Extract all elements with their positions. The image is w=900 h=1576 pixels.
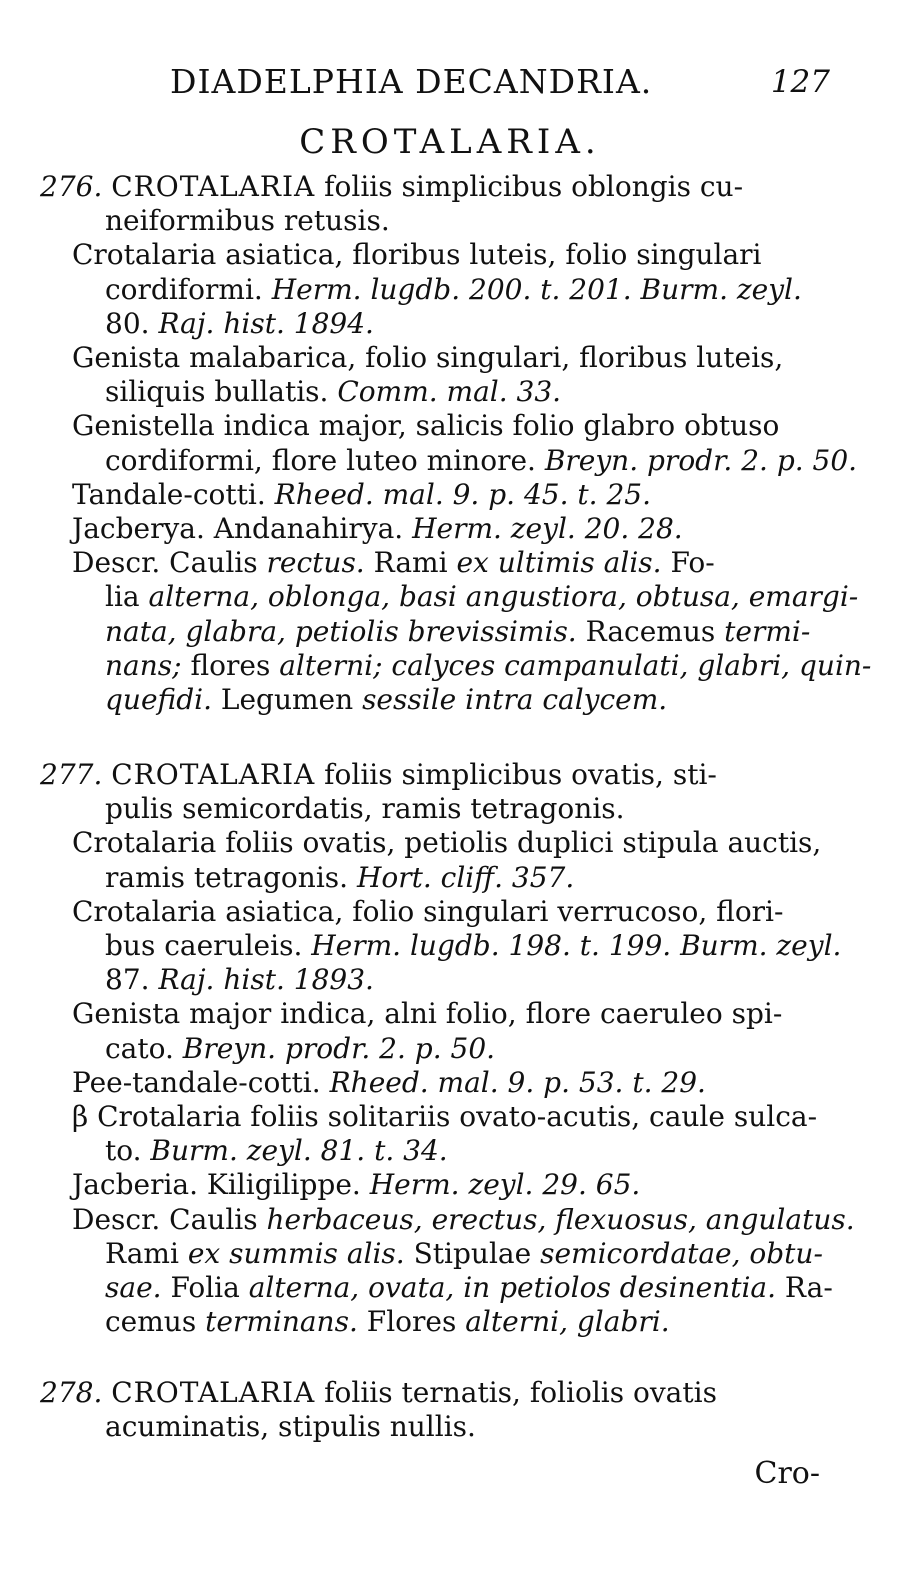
text-line <box>105 1271 833 1305</box>
page-number: 127 <box>770 64 830 100</box>
species-number: 276. <box>40 170 112 203</box>
roman-text: Genista major indica, alni folio, flore caeruleo spi- <box>72 997 783 1031</box>
text-line <box>72 546 715 580</box>
roman-text: Tandale-cotti. <box>72 477 275 511</box>
italic-text: Herm. zeyl. 20. 28. <box>412 512 683 545</box>
roman-text: Pee-tandale-cotti. <box>72 1065 330 1099</box>
diagnosis-text: foliis simplicibus ovatis, sti- <box>315 758 717 791</box>
roman-text: cemus <box>105 1305 206 1339</box>
catchword: Cro- <box>754 1456 820 1491</box>
roman-text: Rami <box>364 546 457 580</box>
roman-text: Crotalaria asiatica, floribus luteis, folio singulari <box>72 238 762 272</box>
text-line <box>72 1168 640 1202</box>
text-line <box>40 170 743 204</box>
text-line <box>105 273 802 307</box>
text-line <box>105 1134 448 1168</box>
italic-text: nans; <box>105 648 182 682</box>
roman-text: Genista malabarica, folio singulari, floribus luteis, <box>72 341 784 374</box>
italic-text: Hort. cliff. 357. <box>356 860 575 894</box>
roman-text: Crotalaria foliis ovatis, petiolis duplici stipula auctis, <box>72 826 822 860</box>
italic-text: Comm. mal. 33. <box>337 375 562 409</box>
roman-text: acuminatis, stipulis nullis. <box>105 1410 476 1444</box>
text-line <box>40 1376 717 1410</box>
roman-text: Folia <box>161 1271 249 1304</box>
roman-text: Racemus <box>576 614 725 648</box>
italic-text: quefidi. <box>105 683 212 716</box>
italic-text: Rheed. mal. 9. p. 45. t. 25. <box>274 477 651 511</box>
roman-text: Fo- <box>661 546 715 580</box>
roman-text: β Crotalaria foliis solitariis ovato-acutis, caule sulca- <box>72 1100 818 1133</box>
roman-text: flores <box>181 648 280 682</box>
text-line <box>105 649 871 683</box>
text-line <box>105 963 374 997</box>
genus-heading: CROTALARIA. <box>299 122 601 162</box>
roman-text: to. <box>105 1134 151 1168</box>
italic-text: sae. <box>105 1271 162 1304</box>
roman-text: Descr. Caulis <box>72 546 267 580</box>
roman-text: cordiformi, flore luteo minore. <box>105 443 545 477</box>
genus-name: CROTALARIA <box>111 758 316 791</box>
italic-text: semicordatae, obtu- <box>540 1236 823 1270</box>
italic-text: ex ultimis alis. <box>456 546 662 580</box>
text-line <box>40 758 717 792</box>
text-line <box>105 929 841 963</box>
text-line <box>72 341 783 375</box>
roman-text: 80. <box>105 306 159 340</box>
italic-text: Herm. zeyl. 29. 65. <box>369 1168 641 1202</box>
running-title: DIADELPHIA DECANDRIA. <box>170 62 653 101</box>
italic-text: termi- <box>724 614 811 648</box>
roman-text: siliquis bullatis. <box>105 375 338 409</box>
roman-text: Legumen <box>211 683 363 716</box>
italic-text: rectus. <box>266 546 365 580</box>
genus-name: CROTALARIA <box>111 170 316 203</box>
text-line <box>105 1237 823 1271</box>
roman-text: Jacberia. Kiligilippe. <box>72 1168 370 1202</box>
roman-text: Descr. Caulis <box>72 1202 267 1236</box>
text-line <box>72 409 779 443</box>
text-line <box>72 1066 706 1100</box>
text-line <box>105 1305 670 1339</box>
italic-text: herbaceus, erectus, flexuosus, angulatus. <box>266 1202 855 1236</box>
italic-text: ex summis alis. <box>187 1236 405 1270</box>
italic-text: Raj. hist. 1893. <box>158 963 374 997</box>
text-line <box>105 1032 495 1066</box>
roman-text: Jacberya. Andanahirya. <box>72 512 413 545</box>
roman-text: 87. <box>105 963 159 997</box>
roman-text: Stipulae <box>404 1236 541 1270</box>
roman-text: cordiformi. <box>105 272 272 306</box>
text-line <box>105 580 858 614</box>
roman-text: Flores <box>357 1305 466 1339</box>
italic-text: terminans. <box>205 1305 358 1339</box>
italic-text: Herm. lugdb. 200. t. 201. Burm. zeyl. <box>271 272 802 306</box>
italic-text: Raj. hist. 1894. <box>158 306 374 340</box>
roman-text: lia <box>105 580 149 614</box>
roman-text: Genistella indica major, salicis folio glabro obtuso <box>72 409 780 443</box>
text-line <box>72 997 782 1031</box>
genus-name: CROTALARIA <box>111 1376 316 1409</box>
species-number: 277. <box>40 758 112 791</box>
roman-text: cato. <box>105 1031 183 1065</box>
italic-text: Burm. zeyl. 81. t. 34. <box>150 1134 448 1168</box>
text-line <box>105 204 390 238</box>
italic-text: Herm. lugdb. 198. t. 199. Burm. zeyl. <box>311 929 842 962</box>
text-line <box>105 792 625 826</box>
roman-text: Rami <box>105 1236 188 1270</box>
species-number: 278. <box>40 1376 112 1409</box>
text-line <box>105 307 374 341</box>
text-line <box>72 1100 817 1134</box>
italic-text: Rheed. mal. 9. p. 53. t. 29. <box>329 1065 706 1099</box>
text-line <box>72 238 762 272</box>
text-line <box>72 895 783 929</box>
text-line <box>72 478 651 512</box>
italic-text: sessile intra calycem. <box>362 683 668 716</box>
text-line <box>105 683 667 717</box>
text-line <box>105 375 561 409</box>
italic-text: alterna, oblonga, basi angustiora, obtusa, emargi- <box>148 580 859 614</box>
roman-text: Ra- <box>776 1271 833 1304</box>
text-line <box>105 1410 476 1444</box>
italic-text: alterna, ovata, in petiolos desinentia. <box>248 1271 777 1304</box>
page-header <box>170 62 830 102</box>
diagnosis-text: foliis simplicibus oblongis cu- <box>315 170 744 203</box>
text-line <box>105 861 574 895</box>
roman-text: bus caeruleis. <box>105 929 312 962</box>
text-line <box>72 512 683 546</box>
text-line <box>72 826 821 860</box>
italic-text: nata, glabra, petiolis brevissimis. <box>105 614 577 648</box>
text-line <box>105 615 810 649</box>
italic-text: alterni; calyces campanulati, glabri, quin- <box>279 648 872 682</box>
text-line <box>72 1203 855 1237</box>
text-line <box>105 444 857 478</box>
roman-text: neiformibus retusis. <box>105 204 390 238</box>
roman-text: pulis semicordatis, ramis tetragonis. <box>105 792 625 826</box>
italic-text: alterni, glabri. <box>465 1305 670 1339</box>
roman-text: ramis tetragonis. <box>105 860 357 894</box>
italic-text: Breyn. prodr. 2. p. 50. <box>182 1031 496 1065</box>
roman-text: Crotalaria asiatica, folio singulari verrucoso, flori- <box>72 894 784 928</box>
italic-text: Breyn. prodr. 2. p. 50. <box>544 443 858 477</box>
diagnosis-text: foliis ternatis, foliolis ovatis <box>315 1376 717 1409</box>
